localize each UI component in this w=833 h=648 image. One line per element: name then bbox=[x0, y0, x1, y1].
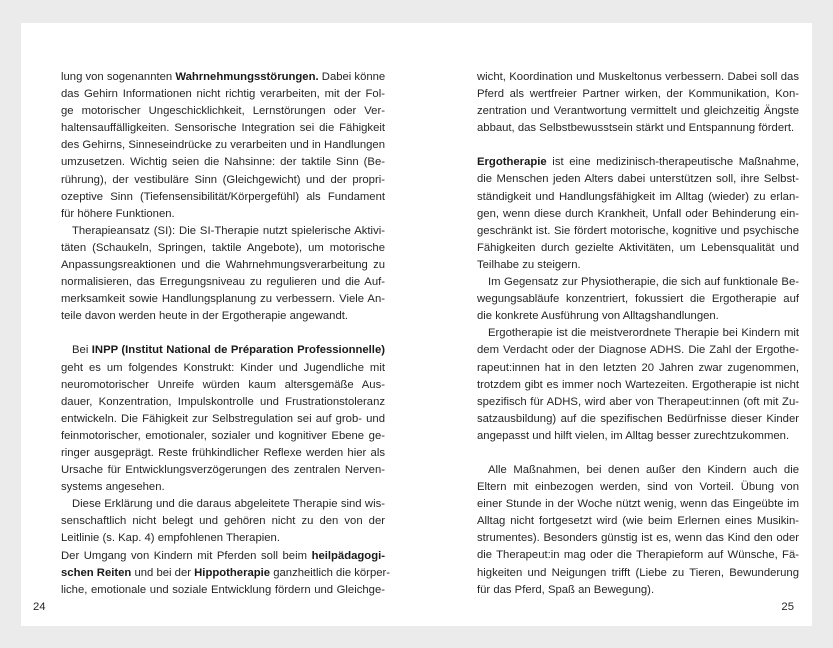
text-line: haltensauffälligkeiten. Sensorische Integration sei die Fähigkeit bbox=[61, 122, 385, 135]
text-line: rapeut:innen hat in den letzten 20 Jahren zwar zugenommen, bbox=[477, 361, 799, 374]
bold-term: INPP (Institut National de Préparation Professionnelle) bbox=[91, 344, 385, 357]
text-line bbox=[61, 342, 385, 359]
text-line: ozeptive Sinn (Tiefensensibilität/Körpergefühl) als Fundament bbox=[61, 190, 385, 203]
text-segment: ganzheitlich die körper- bbox=[270, 566, 391, 579]
text-line: Im Gegensatz zur Physiotherapie, die sich auf funktionale Be- bbox=[488, 276, 799, 289]
text-line: abbaut, das Selbstbewusstsein stärkt und Entspannung fördert. bbox=[477, 122, 795, 135]
bold-term: Hippotherapie bbox=[194, 566, 271, 579]
text-line: Anpassungsreaktionen und die Wahrnehmungsverarbeitung zu bbox=[61, 259, 385, 272]
text-line: merksamkeit sowie Handlungsplanung zu verbessern. Viele An- bbox=[61, 293, 385, 306]
page-number-right: 25 bbox=[781, 601, 794, 613]
text-segment: und bei der bbox=[131, 566, 195, 579]
text-line: feinmotorischer, emotionaler, sozialer und kognitiver Ebene ge- bbox=[61, 429, 385, 442]
paragraph bbox=[61, 223, 385, 326]
text-line: ständigkeit und Handlungsfähigkeit im Alltag (wieder) zu erlan- bbox=[477, 190, 799, 203]
text-line: satzausbildung) auf die spezifischen Bedürfnisse dieser Kinder bbox=[477, 412, 799, 425]
text-line bbox=[61, 548, 385, 565]
text-line: wegungsabläufe konzentriert, fokussiert die Ergotherapie auf bbox=[477, 293, 799, 306]
text-line: Fähigkeiten durch gezielte Aktivitäten, um Lebensqualität und bbox=[477, 241, 799, 254]
text-line: gen, wenn diese durch Krankheit, Unfall oder Behinderung ein- bbox=[477, 207, 799, 220]
text-line: teile davon werden heute in der Ergotherapie angewandt. bbox=[61, 310, 349, 323]
left-page bbox=[21, 23, 416, 626]
text-line: umzusetzen. Wichtig seien die Nahsinne: der taktile Sinn (Be- bbox=[61, 156, 385, 169]
text-line bbox=[61, 69, 385, 86]
paragraph bbox=[61, 342, 385, 496]
text-segment: Dabei könne bbox=[318, 71, 386, 83]
text-line: strumentes). Besonders günstig ist es, wenn das Kind den oder bbox=[477, 532, 799, 545]
paragraph-gap bbox=[61, 325, 385, 342]
text-line: Ursache für Entwicklungsverzögerungen des zentralen Nerven- bbox=[61, 464, 385, 477]
text-line: wicht, Koordination und Muskeltonus verbessern. Dabei soll das bbox=[477, 71, 799, 83]
text-line: täten (Schaukeln, Springen, taktile Angebote), um motorische bbox=[61, 241, 385, 254]
text-segment: Bei bbox=[72, 344, 92, 357]
text-line: systems angesehen. bbox=[61, 481, 165, 494]
text-line: trotzdem gibt es immer noch Wartezeiten. Ergotherapie ist nicht bbox=[477, 378, 799, 391]
text-line: rührung), der vestibuläre Sinn (Gleichgewicht) und der propri- bbox=[61, 173, 385, 186]
text-line: das Gehirn Informationen nicht richtig verarbeiten, mit der Fol- bbox=[61, 88, 385, 101]
text-line: Leitlinie (s. Kap. 4) empfohlenen Therapien. bbox=[61, 532, 280, 545]
text-line: Alltag nicht fortgesetzt wird (wie beim Erlernen eines Musikin- bbox=[477, 515, 799, 528]
bold-term: Wahrnehmungsstörungen. bbox=[175, 71, 319, 83]
text-line: zentration und Verantwortung vermittelt und gleichzeitig Ängste bbox=[477, 105, 799, 118]
bold-term: heilpädagogi- bbox=[311, 549, 385, 562]
text-line: geht es um folgendes Konstrukt: Kinder und Jugendliche mit bbox=[61, 361, 385, 374]
text-segment: lung von sogenannten bbox=[61, 71, 176, 83]
text-line: neuromotorischer Unreife würden kaum altersgemäße Aus- bbox=[61, 378, 385, 391]
text-line: entwickeln. Die Fähigkeit zur Selbstregulation sei auf grob- und bbox=[61, 412, 385, 425]
text-line: higkeiten und Neigungen trifft (Liebe zu Tieren, Bewunderung bbox=[477, 566, 799, 579]
text-line: angepasst und hilft vielen, im Alltag besser zurechtzukommen. bbox=[477, 429, 790, 442]
text-line: für höhere Funktionen. bbox=[61, 207, 175, 220]
text-line: senschaftlich nicht belegt und gehören nicht zu den von der bbox=[61, 515, 385, 528]
paragraph bbox=[61, 496, 385, 547]
page-number-left: 24 bbox=[33, 601, 46, 613]
text-line: einer Stunde in der Woche nützt wenig, wenn das Eingeübte im bbox=[477, 498, 799, 511]
text-line: Ergotherapie ist die meistverordnete Therapie bei Kindern mit bbox=[488, 327, 799, 340]
bold-term: schen Reiten bbox=[61, 566, 132, 579]
paragraph bbox=[477, 154, 799, 274]
text-line: Eltern mit einbezogen werden, sind von Vorteil. Übung von bbox=[477, 481, 799, 494]
paragraph bbox=[61, 548, 391, 599]
text-line: für das Pferd, Spaß an Bewegung). bbox=[477, 583, 655, 596]
bold-term: Ergotherapie bbox=[477, 156, 547, 169]
paragraph-gap bbox=[477, 137, 799, 154]
text-line: Pferd als wertfreier Partner wirken, der Kommunikation, Kon- bbox=[477, 88, 799, 101]
book-spread bbox=[21, 23, 812, 626]
paragraph bbox=[477, 462, 799, 599]
text-line: dauer, Konzentration, Impulskontrolle und Frustrationstoleranz bbox=[61, 395, 385, 408]
text-line: liche, emotionale und soziale Entwicklung fördern und Gleichge- bbox=[61, 583, 385, 596]
text-line: die Menschen jeden Alters dabei unterstützen soll, ihre Selbst- bbox=[477, 173, 799, 186]
text-segment: ist eine medizinisch-therapeutische Maßnahme, bbox=[546, 156, 799, 169]
text-line: Therapieansatz (SI): Die SI-Therapie nutzt spielerische Aktivi- bbox=[72, 224, 385, 237]
paragraph bbox=[477, 69, 799, 137]
text-line: dem Verdacht oder der Diagnose ADHS. Die Zahl der Ergothe- bbox=[477, 344, 799, 357]
text-line bbox=[61, 565, 391, 582]
left-page-text bbox=[61, 69, 391, 599]
paragraph-gap bbox=[477, 445, 799, 462]
text-line: ge motorischer Ungeschicklichkeit, Lernstörungen oder Ver- bbox=[61, 105, 385, 118]
text-line bbox=[477, 154, 799, 171]
text-line: Alle Maßnahmen, bei denen außer den Kindern auch die bbox=[488, 463, 799, 476]
paragraph bbox=[477, 274, 799, 325]
text-line: die konkrete Ausführung von Alltagshandlungen. bbox=[477, 310, 719, 323]
text-line: ringer ausgeprägt. Reste frühkindlicher Reflexe werden hier als bbox=[61, 446, 385, 459]
text-line: Diese Erklärung und die daraus abgeleitete Therapie sind wis- bbox=[72, 498, 385, 511]
text-segment: Der Umgang von Kindern mit Pferden soll beim bbox=[61, 549, 312, 562]
text-line: normalisieren, das Erregungsniveau zu regulieren und die Auf- bbox=[61, 276, 385, 289]
right-page bbox=[417, 23, 812, 626]
text-line: die Therapeut:in mag oder die Therapieform auf Wünsche, Fä- bbox=[477, 549, 799, 562]
paragraph bbox=[477, 325, 799, 445]
text-line: Teilhabe zu steigern. bbox=[477, 258, 581, 271]
text-line: geschränkt ist. Sie fördert motorische, kognitive und psychische bbox=[477, 224, 799, 237]
text-line: spezifisch für ADHS, wird aber von Therapeut:innen (oft mit Zu- bbox=[477, 395, 799, 408]
paragraph bbox=[61, 69, 385, 223]
right-page-text bbox=[477, 69, 799, 599]
text-line: des Gehirns, Sinneseindrücke zu verarbeiten und in Handlungen bbox=[61, 139, 385, 152]
